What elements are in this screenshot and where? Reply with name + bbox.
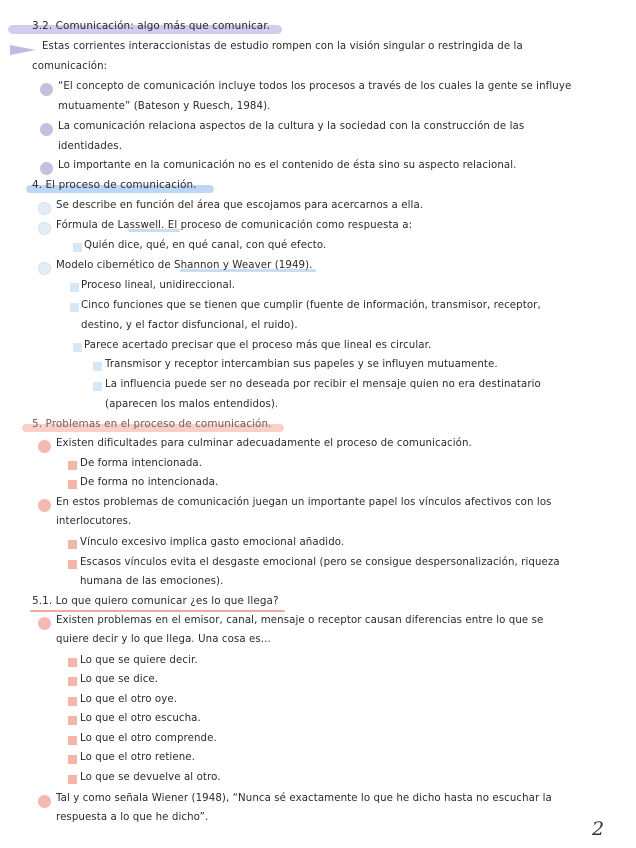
list-item: Lo que el otro oye.: [80, 694, 178, 705]
bullet-dot: [38, 222, 51, 235]
list-item-bullet: [68, 658, 77, 667]
bullet-text: Tal y como señala Wiener (1948), “Nunca sé exactamente lo que he dicho hasta no escuchar la: [56, 793, 552, 804]
bullet-text: Lo importante en la comunicación no es el contenido de ésta sino su aspecto relacional.: [58, 160, 517, 171]
section-heading-3-2: 3.2. Comunicación: algo más que comunicar.: [32, 20, 271, 32]
list-item-bullet: [68, 736, 77, 745]
sub-bullet: [68, 480, 77, 489]
sub-sub-bullet: [93, 382, 102, 391]
bullet-text: mutuamente” (Bateson y Ruesch, 1984).: [58, 101, 271, 112]
sub-bullet-text: De forma no intencionada.: [80, 477, 219, 488]
bullet-dot: [38, 499, 51, 512]
bullet-dot: [40, 83, 53, 96]
sub-sub-bullet-text: (aparecen los malos entendidos).: [105, 399, 279, 410]
bullet-text: interlocutores.: [56, 516, 132, 527]
arrow-marker: [10, 45, 36, 55]
section-heading-5: 5. Problemas en el proceso de comunicación.: [32, 418, 272, 430]
page-number: 2: [592, 818, 605, 840]
list-item-bullet: [68, 755, 77, 764]
sub-sub-bullet-text: Transmisor y receptor intercambian sus papeles y se influyen mutuamente.: [105, 359, 498, 370]
sub-bullet-text: Parece acertado precisar que el proceso más que lineal es circular.: [84, 340, 432, 351]
sub-bullet: [68, 560, 77, 569]
sub-bullet-text: De forma intencionada.: [80, 458, 203, 469]
bullet-text: quiere decir y lo que llega. Una cosa es...: [56, 634, 271, 645]
bullet-text: respuesta a lo que he dicho”.: [56, 812, 209, 823]
list-item-bullet: [68, 775, 77, 784]
bullet-dot: [38, 440, 51, 453]
intro-line-2: comunicación:: [32, 61, 108, 72]
sub-bullet-text: Cinco funciones que se tienen que cumplir (fuente de información, transmisor, receptor,: [81, 300, 541, 311]
bullet-text: Modelo cibernético de Shannon y Weaver (1949).: [56, 260, 313, 271]
sub-bullet-text: Vínculo excesivo implica gasto emocional añadido.: [80, 537, 345, 548]
bullet-text: Existen dificultades para culminar adecuadamente el proceso de comunicación.: [56, 438, 472, 449]
bullet-text: Se describe en función del área que escojamos para acercarnos a ella.: [56, 200, 424, 211]
sub-bullet: [68, 540, 77, 549]
list-item-bullet: [68, 716, 77, 725]
bullet-dot: [40, 123, 53, 136]
sub-bullet: [70, 283, 79, 292]
sub-sub-bullet: [93, 362, 102, 371]
bullet-dot: [40, 162, 53, 175]
bullet-dot: [38, 617, 51, 630]
bullet-text: Existen problemas en el emisor, canal, mensaje o receptor causan diferencias entre lo que se: [56, 615, 544, 626]
list-item-bullet: [68, 697, 77, 706]
list-item: Lo que se dice.: [80, 674, 159, 685]
bullet-text: Fórmula de Lasswell. El proceso de comunicación como respuesta a:: [56, 220, 413, 231]
bullet-text: La comunicación relaciona aspectos de la cultura y la sociedad con la construcción de las: [58, 121, 525, 132]
sub-bullet-text: Escasos vínculos evita el desgaste emocional (pero se consigue despersonalización, riqueza: [80, 557, 560, 568]
list-item: Lo que se quiere decir.: [80, 655, 198, 666]
author-shannon-weaver: Shannon y Weaver (1949): [174, 260, 310, 271]
sub-bullet: [68, 461, 77, 470]
list-item: Lo que el otro retiene.: [80, 752, 195, 763]
sub-bullet-text: Quién dice, qué, en qué canal, con qué efecto.: [84, 240, 327, 251]
author-lasswell: Lasswell: [117, 220, 162, 231]
section-heading-4: 4. El proceso de comunicación.: [32, 179, 197, 191]
bullet-dot: [38, 202, 51, 215]
sub-bullet-text: Proceso lineal, unidireccional.: [81, 280, 236, 291]
heading-underline: [30, 610, 285, 612]
sub-bullet-text: destino, y el factor disfuncional, el ruido).: [81, 320, 298, 331]
list-item: Lo que se devuelve al otro.: [80, 772, 221, 783]
bullet-text: En estos problemas de comunicación juegan un importante papel los vínculos afectivos con los: [56, 497, 552, 508]
intro-line-1: Estas corrientes interaccionistas de estudio rompen con la visión singular o restringida de la: [42, 41, 523, 52]
list-item-bullet: [68, 677, 77, 686]
bullet-text: “El concepto de comunicación incluye todos los procesos a través de los cuales la gente se influye: [58, 81, 572, 92]
sub-bullet-text: humana de las emociones).: [80, 576, 224, 587]
list-item: Lo que el otro escucha.: [80, 713, 201, 724]
sub-bullet: [73, 343, 82, 352]
bullet-dot: [38, 795, 51, 808]
bullet-dot: [38, 262, 51, 275]
bullet-text: identidades.: [58, 141, 123, 152]
sub-sub-bullet-text: La influencia puede ser no deseada por recibir el mensaje quien no era destinatario: [105, 379, 541, 390]
section-heading-5-1: 5.1. Lo que quiero comunicar ¿es lo que llega?: [32, 595, 279, 607]
list-item: Lo que el otro comprende.: [80, 733, 217, 744]
sub-bullet: [70, 303, 79, 312]
sub-bullet: [73, 243, 82, 252]
